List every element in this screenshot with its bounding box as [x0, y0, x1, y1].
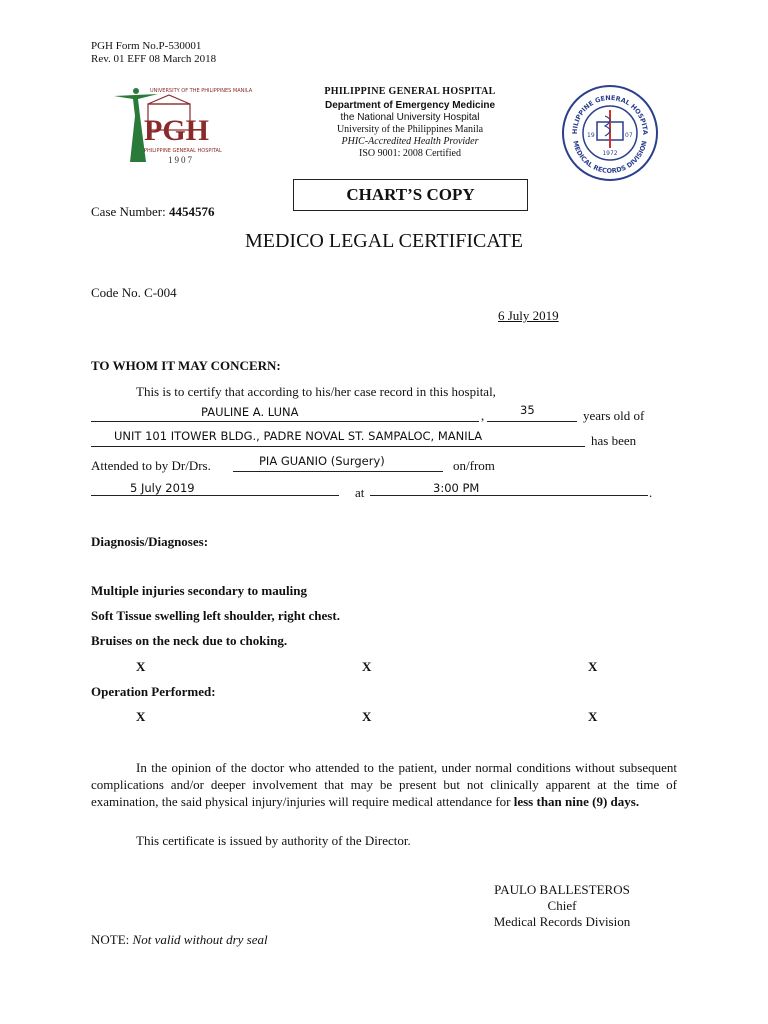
note-text: Not valid without dry seal	[132, 932, 268, 947]
opinion-paragraph	[91, 759, 677, 810]
national-hospital: the National University Hospital	[340, 112, 480, 123]
seal-icon	[561, 84, 659, 182]
form-number: PGH Form No.P-530001	[91, 40, 202, 52]
philhealth: PHIC-Accredited Health Provider	[341, 136, 479, 147]
x-mark: X	[588, 659, 598, 674]
logo-subtitle: PHILIPPINE GENERAL HOSPITAL	[144, 148, 222, 154]
charts-copy-label: CHART’S COPY	[293, 179, 528, 211]
note-label: NOTE:	[91, 932, 130, 947]
end-period: .	[649, 485, 653, 500]
medical-records-seal	[561, 84, 659, 182]
on-from-label: on/from	[453, 458, 495, 473]
certificate-date: 6 July 2019	[498, 308, 559, 323]
x-mark: X	[136, 709, 146, 724]
x-mark: X	[588, 709, 598, 724]
diagnosis-label: Diagnosis/Diagnoses:	[91, 534, 209, 549]
opinion-text: In the opinion of the doctor who attended to the patient, under normal conditions without subsequent complications and/or deeper involvement that may be present but not clinically apparent at the time of examination, the said physical injury/injuries will require medical attendance for	[91, 760, 677, 809]
certificate-title: MEDICO LEGAL CERTIFICATE	[244, 230, 524, 252]
x-mark: X	[136, 659, 146, 674]
diagnosis-item: Soft Tissue swelling left shoulder, right chest.	[91, 608, 340, 623]
salutation: TO WHOM IT MAY CONCERN:	[91, 358, 281, 373]
seal-year-left: 19	[587, 132, 595, 139]
seal-top-text: HILIPPINE GENERAL HOSPITA	[570, 93, 650, 135]
logo-university-text: UNIVERSITY OF THE PHILIPPINES MANILA	[150, 88, 253, 94]
university: University of the Philippines Manila	[336, 124, 484, 135]
patient-address: UNIT 101 ITOWER BLDG., PADRE NOVAL ST. SAMPALOC, MANILA	[114, 429, 483, 443]
hospital-name: PHILIPPINE GENERAL HOSPITAL	[324, 86, 496, 97]
at-label: at	[355, 485, 365, 500]
opinion-duration: less than nine (9) days.	[513, 794, 640, 809]
iso-cert: ISO 9001: 2008 Certified	[359, 148, 461, 159]
attended-label: Attended to by Dr/Drs.	[91, 458, 211, 473]
age-suffix: years old of	[583, 408, 645, 423]
signatory-position: Chief	[547, 898, 577, 913]
case-number-row	[91, 204, 214, 219]
seal-year-right: 07	[625, 132, 633, 139]
signatory-name: PAULO BALLESTEROS	[494, 882, 630, 897]
visit-time-line	[370, 481, 648, 496]
pgh-logo	[108, 86, 253, 166]
x-mark: X	[362, 709, 372, 724]
visit-date: 5 July 2019	[130, 481, 195, 495]
visit-time: 3:00 PM	[433, 481, 480, 495]
address-suffix: has been	[591, 433, 637, 448]
seal-bottom-text: MEDICAL RECORDS DIVISION	[571, 139, 649, 176]
diagnosis-item: Multiple injuries secondary to mauling	[91, 583, 307, 598]
case-number-label: Case Number:	[91, 204, 166, 219]
seal-year-bottom: 1972	[602, 150, 618, 157]
visit-date-line	[91, 481, 339, 496]
authority-statement: This certificate is issued by authority of the Director.	[136, 833, 411, 848]
department: Department of Emergency Medicine	[324, 100, 496, 111]
case-number-value: 4454576	[168, 204, 215, 219]
patient-name: PAULINE A. LUNA	[201, 405, 299, 419]
intro-text: This is to certify that according to his/her case record in this hospital,	[136, 384, 496, 399]
comma-1: ,	[481, 408, 485, 423]
x-mark: X	[362, 659, 372, 674]
logo-abbr: PGH	[144, 114, 209, 147]
doctor-name: PIA GUANIO (Surgery)	[259, 454, 385, 468]
note	[91, 932, 268, 947]
code-number: Code No. C-004	[91, 285, 177, 300]
signatory-division: Medical Records Division	[493, 914, 631, 929]
patient-age: 35	[520, 403, 535, 417]
logo-year: 1907	[168, 155, 194, 165]
diagnosis-item: Bruises on the neck due to choking.	[91, 633, 288, 648]
operation-label: Operation Performed:	[91, 684, 216, 699]
form-revision: Rev. 01 EFF 08 March 2018	[91, 53, 217, 65]
